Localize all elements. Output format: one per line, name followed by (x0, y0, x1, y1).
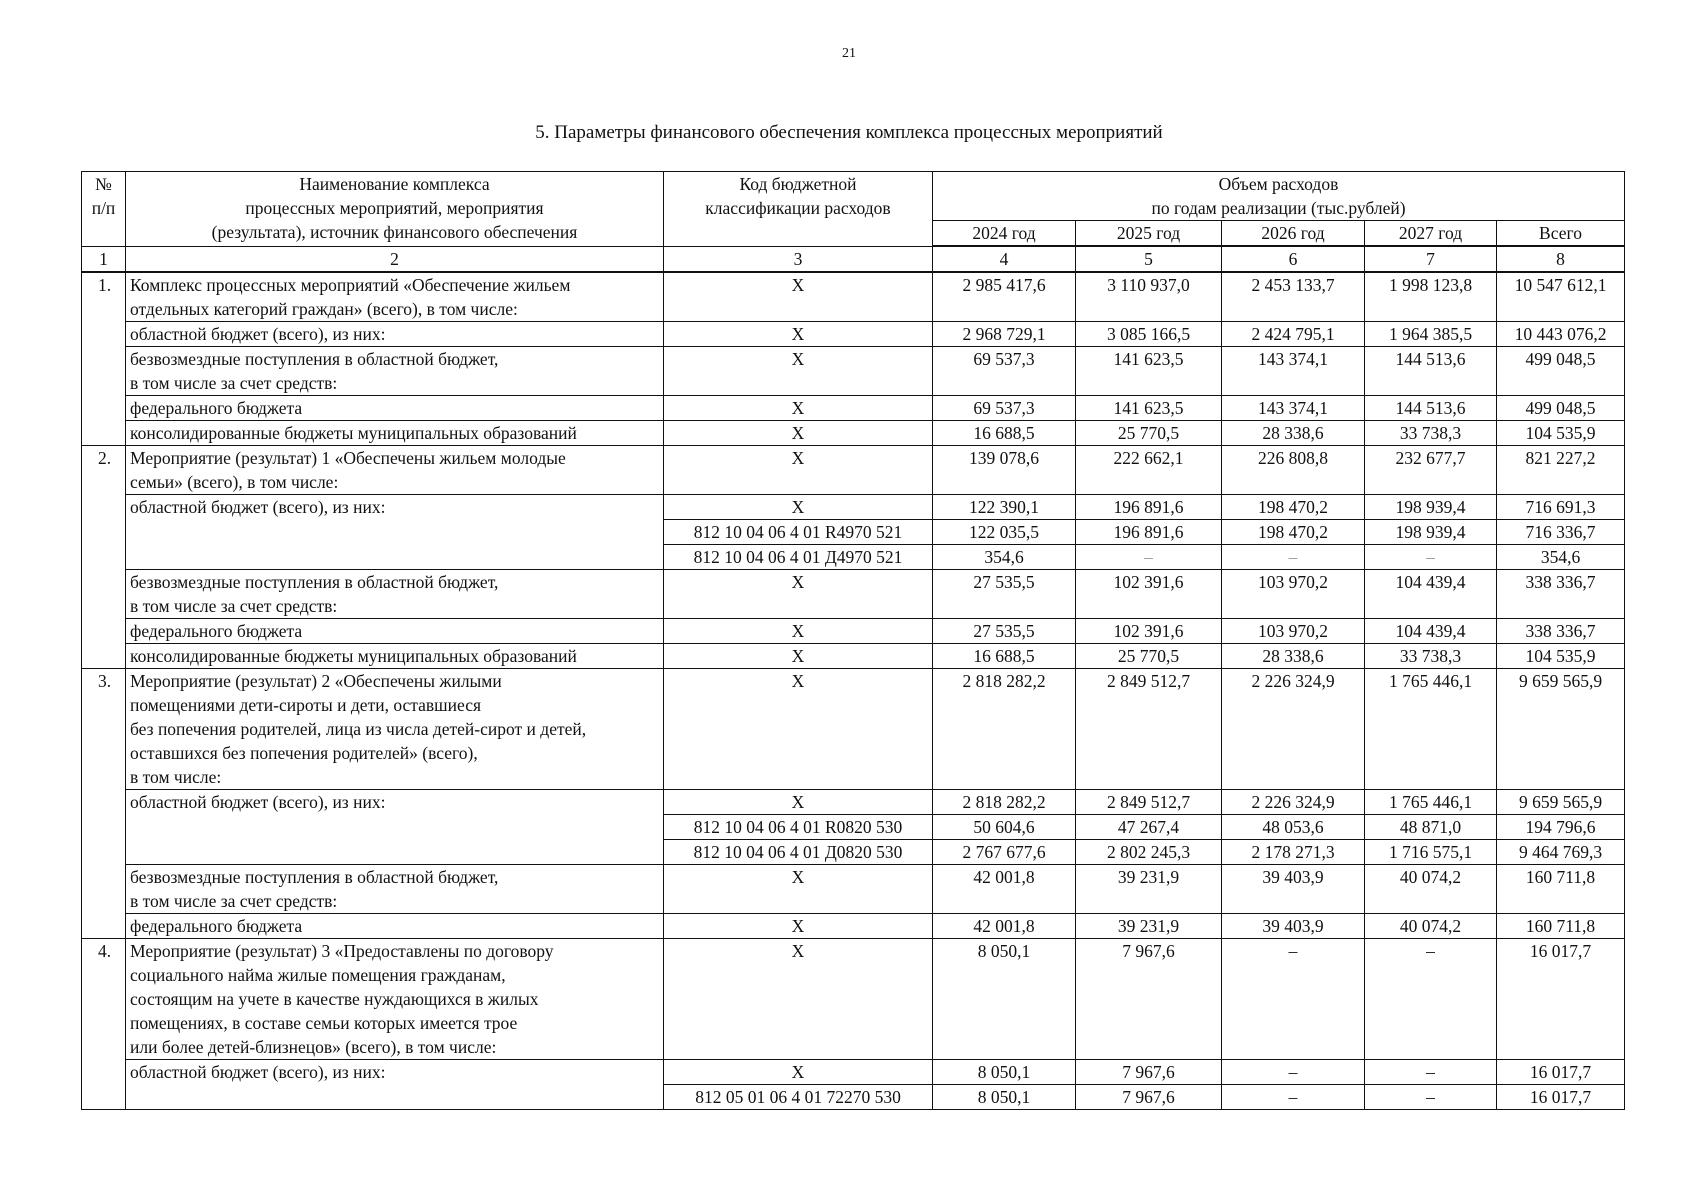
year-value: 39 403,9 (1222, 865, 1365, 914)
col-number: 6 (1222, 246, 1365, 272)
year-value: 198 470,2 (1222, 495, 1365, 520)
table-row (82, 421, 1625, 446)
year-value: 104 439,4 (1365, 619, 1497, 644)
col-number: 8 (1497, 246, 1625, 272)
year-value: – (1076, 545, 1222, 570)
row-name: консолидированные бюджеты муниципальных образований (126, 644, 664, 669)
row-name: областной бюджет (всего), из них: (126, 322, 664, 347)
row-name: федерального бюджета (126, 396, 664, 421)
year-value: 139 078,6 (933, 446, 1076, 495)
table-row (82, 914, 1625, 939)
year-value: 39 231,9 (1076, 914, 1222, 939)
budget-code: X (664, 347, 933, 396)
total-value: 16 017,7 (1497, 1085, 1625, 1110)
total-value: 16 017,7 (1497, 1060, 1625, 1085)
row-name: безвозмездные поступления в областной бюджет, в том числе за счет средств: (126, 570, 664, 619)
year-value: 354,6 (933, 545, 1076, 570)
budget-code: X (664, 495, 933, 520)
header-year-2025: 2025 год (1076, 221, 1222, 247)
year-value: 7 967,6 (1076, 1060, 1222, 1085)
budget-code: 812 05 01 06 4 01 72270 530 (664, 1085, 933, 1110)
row-name: Мероприятие (результат) 2 «Обеспечены жилыми помещениями дети-сироты и дети, оставшиеся без попечения родителей, лица из числа детей-сирот и детей, оставшихся без попечения родителей» (всего), в том числе: (126, 669, 664, 790)
header-volume: Объем расходов по годам реализации (тыс.рублей) (933, 172, 1625, 221)
year-value: 25 770,5 (1076, 421, 1222, 446)
budget-code: X (664, 619, 933, 644)
total-value: 338 336,7 (1497, 619, 1625, 644)
year-value: 196 891,6 (1076, 520, 1222, 545)
header-year-2027: 2027 год (1365, 221, 1497, 247)
total-value: 160 711,8 (1497, 865, 1625, 914)
year-value: 2 818 282,2 (933, 669, 1076, 790)
year-value: 50 604,6 (933, 815, 1076, 840)
col-number: 4 (933, 246, 1076, 272)
year-value: 141 623,5 (1076, 347, 1222, 396)
year-value: 27 535,5 (933, 570, 1076, 619)
year-value: 42 001,8 (933, 865, 1076, 914)
year-value: – (1222, 1060, 1365, 1085)
year-value: 2 226 324,9 (1222, 669, 1365, 790)
budget-code: X (664, 446, 933, 495)
row-number: 3. (82, 669, 126, 939)
total-value: 16 017,7 (1497, 939, 1625, 1060)
table-row (82, 644, 1625, 669)
year-value: 3 085 166,5 (1076, 322, 1222, 347)
row-number: 1. (82, 272, 126, 446)
year-value: 47 267,4 (1076, 815, 1222, 840)
total-value: 104 535,9 (1497, 421, 1625, 446)
year-value: 25 770,5 (1076, 644, 1222, 669)
table-row (82, 669, 1625, 790)
year-value: 198 470,2 (1222, 520, 1365, 545)
year-value: 8 050,1 (933, 1085, 1076, 1110)
year-value: 1 716 575,1 (1365, 840, 1497, 865)
year-value: 226 808,8 (1222, 446, 1365, 495)
year-value: 222 662,1 (1076, 446, 1222, 495)
year-value: – (1365, 1060, 1497, 1085)
year-value: 2 818 282,2 (933, 790, 1076, 815)
year-value: – (1222, 939, 1365, 1060)
year-value: 2 849 512,7 (1076, 669, 1222, 790)
year-value: – (1222, 1085, 1365, 1110)
budget-code: 812 10 04 06 4 01 R0820 530 (664, 815, 933, 840)
total-value: 160 711,8 (1497, 914, 1625, 939)
header-row (82, 172, 1625, 221)
year-value: 141 623,5 (1076, 396, 1222, 421)
total-value: 9 464 769,3 (1497, 840, 1625, 865)
total-value: 716 336,7 (1497, 520, 1625, 545)
year-value: 42 001,8 (933, 914, 1076, 939)
row-name: безвозмездные поступления в областной бюджет, в том числе за счет средств: (126, 865, 664, 914)
year-value: 39 231,9 (1076, 865, 1222, 914)
year-value: 2 178 271,3 (1222, 840, 1365, 865)
year-value: 33 738,3 (1365, 421, 1497, 446)
budget-code: X (664, 322, 933, 347)
total-value: 10 547 612,1 (1497, 272, 1625, 322)
section-title: 5. Параметры финансового обеспечения комплекса процессных мероприятий (535, 122, 1163, 143)
row-name: безвозмездные поступления в областной бюджет, в том числе за счет средств: (126, 347, 664, 396)
header-num: № п/п (82, 172, 126, 247)
year-value: 198 939,4 (1365, 495, 1497, 520)
year-value: 8 050,1 (933, 1060, 1076, 1085)
year-value: 143 374,1 (1222, 396, 1365, 421)
table-row (82, 396, 1625, 421)
header-total: Всего (1497, 221, 1625, 247)
total-value: 821 227,2 (1497, 446, 1625, 495)
year-value: 102 391,6 (1076, 619, 1222, 644)
total-value: 499 048,5 (1497, 347, 1625, 396)
budget-code: X (664, 272, 933, 322)
header-year-2024: 2024 год (933, 221, 1076, 247)
year-value: 2 985 417,6 (933, 272, 1076, 322)
total-value: 104 535,9 (1497, 644, 1625, 669)
year-value: 1 964 385,5 (1365, 322, 1497, 347)
row-name: Мероприятие (результат) 3 «Предоставлены по договору социального найма жилые помещения гражданам, состоящим на учете в качестве нуждающихся в жилых помещениях, в составе семьи которых имеется трое или более детей-близнецов» (всего), в том числе: (126, 939, 664, 1060)
year-value: 2 968 729,1 (933, 322, 1076, 347)
financing-table (81, 171, 1625, 1110)
row-name: областной бюджет (всего), из них: (126, 790, 664, 865)
table-row (82, 619, 1625, 644)
year-value: 7 967,6 (1076, 1085, 1222, 1110)
total-value: 354,6 (1497, 545, 1625, 570)
year-value: 28 338,6 (1222, 421, 1365, 446)
row-name: консолидированные бюджеты муниципальных образований (126, 421, 664, 446)
year-value: 2 424 795,1 (1222, 322, 1365, 347)
year-value: 2 226 324,9 (1222, 790, 1365, 815)
budget-code: X (664, 939, 933, 1060)
budget-code: X (664, 570, 933, 619)
col-number: 3 (664, 246, 933, 272)
year-value: 48 053,6 (1222, 815, 1365, 840)
table-row (82, 322, 1625, 347)
year-value: 40 074,2 (1365, 914, 1497, 939)
year-value: 2 849 512,7 (1076, 790, 1222, 815)
total-value: 194 796,6 (1497, 815, 1625, 840)
year-value: – (1222, 545, 1365, 570)
table-row (82, 570, 1625, 619)
year-value: 103 970,2 (1222, 619, 1365, 644)
year-value: 198 939,4 (1365, 520, 1497, 545)
total-value: 338 336,7 (1497, 570, 1625, 619)
year-value: 2 767 677,6 (933, 840, 1076, 865)
budget-code: X (664, 790, 933, 815)
year-value: – (1365, 1085, 1497, 1110)
table-row (82, 272, 1625, 322)
year-value: 40 074,2 (1365, 865, 1497, 914)
total-value: 499 048,5 (1497, 396, 1625, 421)
budget-code: X (664, 1060, 933, 1085)
year-value: 2 453 133,7 (1222, 272, 1365, 322)
column-numbers-row (82, 246, 1625, 272)
row-name: федерального бюджета (126, 914, 664, 939)
year-value: 33 738,3 (1365, 644, 1497, 669)
year-value: 144 513,6 (1365, 347, 1497, 396)
year-value: 1 765 446,1 (1365, 669, 1497, 790)
table-row (82, 790, 1625, 815)
budget-code: X (664, 644, 933, 669)
year-value: 1 765 446,1 (1365, 790, 1497, 815)
header-name: Наименование комплекса процессных мероприятий, мероприятия (результата), источник финансового обеспечения (126, 172, 664, 247)
year-value: 7 967,6 (1076, 939, 1222, 1060)
table-row (82, 446, 1625, 495)
budget-code: 812 10 04 06 4 01 Д0820 530 (664, 840, 933, 865)
col-number: 7 (1365, 246, 1497, 272)
row-name: областной бюджет (всего), из них: (126, 1060, 664, 1110)
total-value: 9 659 565,9 (1497, 790, 1625, 815)
budget-code: 812 10 04 06 4 01 R4970 521 (664, 520, 933, 545)
year-value: 48 871,0 (1365, 815, 1497, 840)
budget-code: X (664, 421, 933, 446)
table-row (82, 495, 1625, 520)
year-value: 16 688,5 (933, 644, 1076, 669)
year-value: 69 537,3 (933, 347, 1076, 396)
row-number: 4. (82, 939, 126, 1110)
year-value: 122 035,5 (933, 520, 1076, 545)
budget-code: X (664, 669, 933, 790)
table-row (82, 347, 1625, 396)
year-value: 39 403,9 (1222, 914, 1365, 939)
header-year-2026: 2026 год (1222, 221, 1365, 247)
budget-code: X (664, 396, 933, 421)
page-number: 21 (842, 46, 856, 61)
year-value: 2 802 245,3 (1076, 840, 1222, 865)
row-name: федерального бюджета (126, 619, 664, 644)
year-value: 8 050,1 (933, 939, 1076, 1060)
total-value: 9 659 565,9 (1497, 669, 1625, 790)
total-value: 716 691,3 (1497, 495, 1625, 520)
year-value: 27 535,5 (933, 619, 1076, 644)
table-row (82, 865, 1625, 914)
row-number: 2. (82, 446, 126, 669)
year-value: 1 998 123,8 (1365, 272, 1497, 322)
year-value: 196 891,6 (1076, 495, 1222, 520)
col-number: 1 (82, 246, 126, 272)
year-value: 102 391,6 (1076, 570, 1222, 619)
year-value: 104 439,4 (1365, 570, 1497, 619)
year-value: 3 110 937,0 (1076, 272, 1222, 322)
year-value: 16 688,5 (933, 421, 1076, 446)
col-number: 5 (1076, 246, 1222, 272)
row-name: Комплекс процессных мероприятий «Обеспечение жильем отдельных категорий граждан» (всего), в том числе: (126, 272, 664, 322)
year-value: 122 390,1 (933, 495, 1076, 520)
year-value: 143 374,1 (1222, 347, 1365, 396)
year-value: – (1365, 939, 1497, 1060)
row-name: областной бюджет (всего), из них: (126, 495, 664, 570)
year-value: 144 513,6 (1365, 396, 1497, 421)
col-number: 2 (126, 246, 664, 272)
year-value: 69 537,3 (933, 396, 1076, 421)
year-value: – (1365, 545, 1497, 570)
budget-code: 812 10 04 06 4 01 Д4970 521 (664, 545, 933, 570)
header-code: Код бюджетной классификации расходов (664, 172, 933, 247)
table-row (82, 1060, 1625, 1085)
table-row (82, 939, 1625, 1060)
year-value: 232 677,7 (1365, 446, 1497, 495)
budget-code: X (664, 865, 933, 914)
row-name: Мероприятие (результат) 1 «Обеспечены жильем молодые семьи» (всего), в том числе: (126, 446, 664, 495)
year-value: 28 338,6 (1222, 644, 1365, 669)
budget-code: X (664, 914, 933, 939)
total-value: 10 443 076,2 (1497, 322, 1625, 347)
year-value: 103 970,2 (1222, 570, 1365, 619)
